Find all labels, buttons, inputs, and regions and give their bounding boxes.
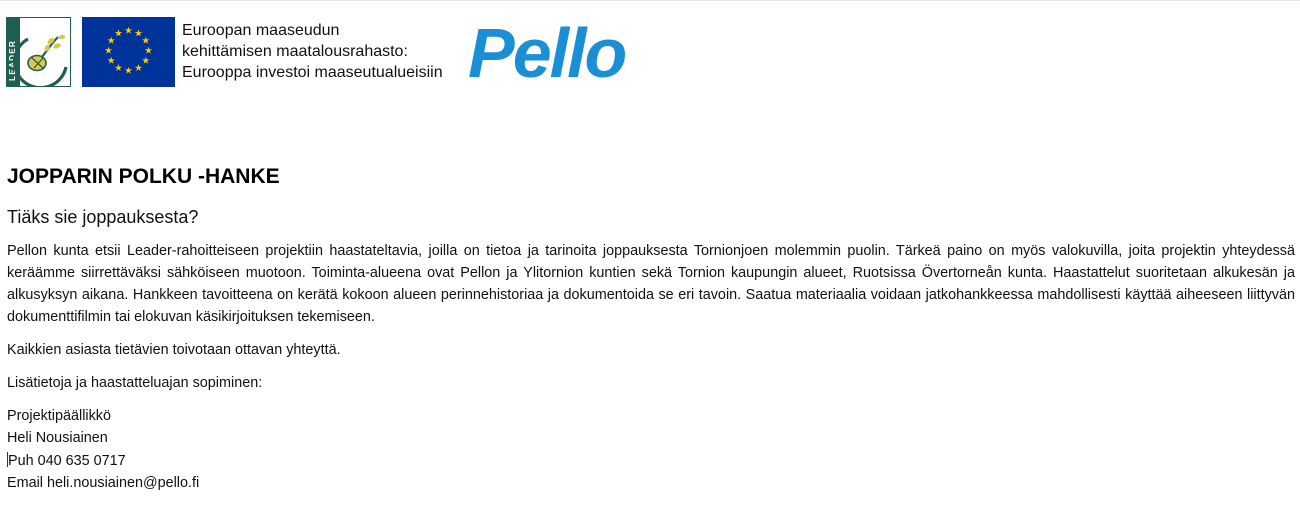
eu-text-line-2: kehittämisen maatalousrahasto: — [182, 43, 408, 60]
document-subtitle: Tiäks sie joppauksesta? — [7, 207, 199, 227]
contact-phone-line — [7, 450, 1295, 472]
pello-logo-text: Pello — [467, 21, 625, 87]
eu-text-line-3: Eurooppa investoi maaseutualueisiin — [182, 64, 443, 81]
main-paragraph: Pellon kunta etsii Leader-rahoitteiseen projektiin haastateltavia, joilla on tietoa ja tarinoita joppauksesta Tornionjoen molemmin puolin. Tärkeä paino on myös valokuvilla, joita projektin yhteydessä keräämme siirrettäväksi sähköiseen muotoon. Toiminta-alueena ovat Pellon ja Ylitornion kuntien sekä Tornion kaupungin alueet, Ruotsissa Övertorneån kunta. Haastattelut suoritetaan alkukesän ja alkusyksyn aikana. Hankkeen tavoitteena on kerätä kokoon alueen perinnehistoriaa ja dokumentoida se eri tavoin. Saatua materiaalia voidaan jatkohankkeessa mahdollisesti käyttää aiheeseen liittyvän dokumenttifilmin tai elokuvan käsikirjoituksen tekemiseen. — [7, 243, 1295, 325]
leader-logo-text: LEADER — [7, 40, 17, 81]
more-info-paragraph: Lisätietoja ja haastatteluajan sopiminen: — [7, 375, 263, 391]
document-title: JOPPARIN POLKU -HANKE — [7, 165, 280, 188]
document-body — [7, 164, 1295, 494]
eu-flag-icon — [82, 17, 175, 87]
contact-phone: Puh 040 635 0717 — [8, 452, 126, 469]
logo-header — [6, 17, 636, 89]
contact-name: Heli Nousiainen — [7, 430, 108, 447]
contact-block — [7, 405, 1295, 494]
eu-text-line-1: Euroopan maaseudun — [182, 22, 340, 39]
contact-role: Projektipäällikkö — [7, 408, 111, 424]
eu-fund-text — [182, 20, 443, 83]
contact-email: Email heli.nousiainen@pello.fi — [7, 474, 200, 491]
leader-logo — [6, 17, 71, 87]
pello-logo — [468, 21, 636, 87]
contact-request-paragraph: Kaikkien asiasta tietävien toivotaan ottavan yhteyttä. — [7, 342, 341, 358]
